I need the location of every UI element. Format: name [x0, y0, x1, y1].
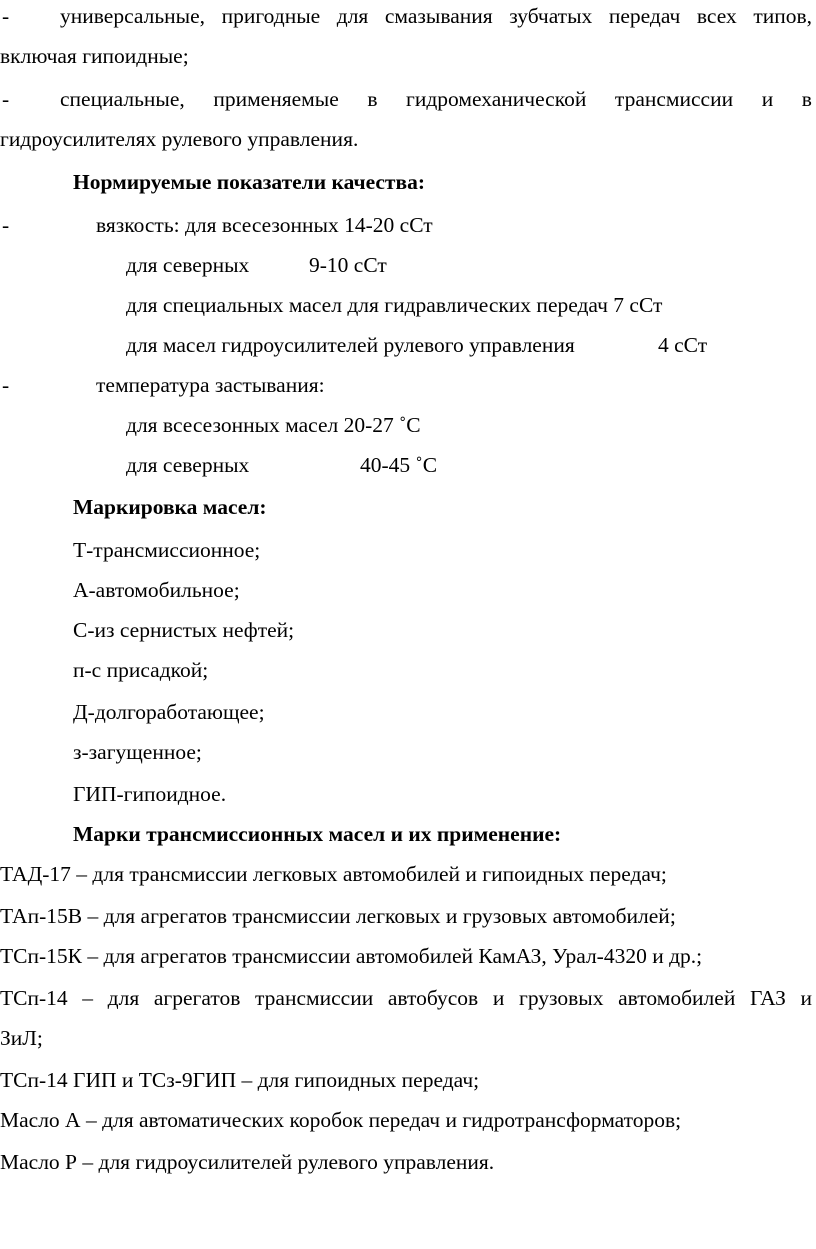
marking-item: п-с присадкой; — [73, 658, 209, 682]
word: для — [336, 4, 369, 28]
word: и — [761, 87, 774, 111]
north-pour-value: 40-45 ˚С — [360, 453, 438, 477]
word: передач — [608, 4, 681, 28]
word: – — [82, 986, 94, 1010]
word: зубчатых — [509, 4, 593, 28]
allseason-pour-text: для всесезонных масел 20-27 ˚С — [126, 413, 421, 437]
list-item-continuation: включая гипоидные; — [0, 44, 189, 68]
bullet-dash: - — [2, 373, 10, 397]
steering-value: 4 сСт — [658, 333, 708, 357]
marking-item: Т-трансмиссионное; — [73, 538, 261, 562]
marking-item: С-из сернистых нефтей; — [73, 618, 295, 642]
north-pour-label: для северных — [126, 453, 250, 477]
section-heading-marking: Маркировка масел: — [73, 495, 267, 519]
word: автомобилей — [618, 986, 736, 1010]
marking-item: Д-долгоработающее; — [73, 700, 265, 724]
word: и — [800, 986, 812, 1010]
bullet-dash: - — [2, 87, 10, 111]
brand-oil-r: Масло Р – для гидроусилителей рулевого управления. — [0, 1150, 495, 1174]
word: типов, — [753, 4, 812, 28]
word: специальные, — [60, 87, 185, 111]
brand-tsp14-text — [0, 984, 812, 1012]
marking-item: ГИП-гипоидное. — [73, 782, 227, 806]
pour-text: температура застывания: — [96, 373, 325, 397]
brand-tsp14-continuation: ЗиЛ; — [0, 1026, 43, 1050]
section-heading-brands: Марки трансмиссионных масел и их применение: — [73, 822, 562, 846]
special-text: для специальных масел для гидравлических передач 7 сСт — [126, 293, 663, 317]
marking-item: А-автомобильное; — [73, 578, 240, 602]
word: автобусов — [387, 986, 479, 1010]
section-heading-quality: Нормируемые показатели качества: — [73, 170, 426, 194]
north-label: для северных — [126, 253, 250, 277]
word: агрегатов — [153, 986, 241, 1010]
steering-label: для масел гидроусилителей рулевого управления — [126, 333, 575, 357]
brand-tap15v: ТАп-15В – для агрегатов трансмиссии легковых и грузовых автомобилей; — [0, 904, 676, 928]
brand-tsp14gip: ТСп-14 ГИП и ТСз-9ГИП – для гипоидных передач; — [0, 1068, 480, 1092]
word: грузовых — [519, 986, 604, 1010]
bullet-dash: - — [2, 213, 10, 237]
brand-tsp15k: ТСп-15К – для агрегатов трансмиссии автомобилей КамАЗ, Урал-4320 и др.; — [0, 944, 703, 968]
word: ТСп-14 — [0, 986, 68, 1010]
marking-item: з-загущенное; — [73, 740, 202, 764]
brand-oil-a: Масло А – для автоматических коробок передач и гидротрансформаторов; — [0, 1108, 682, 1132]
bullet-dash: - — [2, 4, 10, 28]
word: применяемые — [213, 87, 339, 111]
north-value: 9-10 сСт — [309, 253, 387, 277]
list-item-text — [60, 85, 812, 113]
brand-tsp14 — [0, 984, 816, 1012]
word: в — [801, 87, 812, 111]
word: трансмиссии — [614, 87, 734, 111]
list-item-continuation: гидроусилителях рулевого управления. — [0, 127, 359, 151]
list-item-text — [60, 2, 812, 30]
word: универсальные, — [60, 4, 206, 28]
word: ГАЗ — [749, 986, 786, 1010]
word: для — [107, 986, 140, 1010]
word: всех — [696, 4, 737, 28]
word: гидромеханической — [406, 87, 587, 111]
viscosity-text: вязкость: для всесезонных 14-20 сСт — [96, 213, 433, 237]
word: пригодные — [221, 4, 321, 28]
word: трансмиссии — [255, 986, 374, 1010]
word: смазывания — [384, 4, 493, 28]
brand-tad17: ТАД-17 – для трансмиссии легковых автомобилей и гипоидных передач; — [0, 862, 667, 886]
word: в — [367, 87, 378, 111]
word: и — [492, 986, 505, 1010]
